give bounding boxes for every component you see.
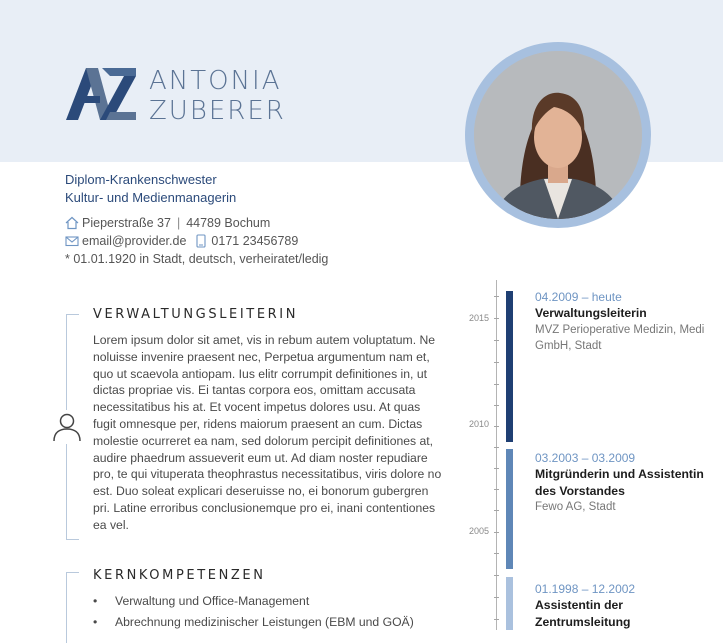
timeline-tick [494,553,499,554]
timeline-tick [494,619,499,620]
phone-icon [194,234,208,248]
timeline-entry [535,289,720,354]
timeline-tick [494,362,499,363]
contact-block [65,214,328,268]
entry-date: 04.2009 – heute [535,290,622,304]
timeline-year-label: 2005 [468,526,489,536]
address-row: Pieperstraße 37 | 44789 Bochum [65,214,328,232]
home-icon [65,216,79,230]
entry-org: MVZ Perioperative Medizin, Medi GmbH, Stadt [535,323,705,352]
profession [65,171,236,207]
timeline-tick [494,447,499,448]
timeline-tick [494,575,499,576]
phone[interactable]: 0171 23456789 [211,234,299,248]
timeline-tick [494,597,499,598]
profile-photo [474,51,642,219]
profession-line-2: Kultur- und Medienmanagerin [65,190,237,205]
timeline-entry [535,581,720,630]
person-icon [50,410,84,444]
timeline-tick [494,532,499,533]
first-name: ANTONIA [149,66,282,96]
skills-bracket [66,572,79,643]
entry-date: 03.2003 – 03.2009 [535,451,636,465]
profile-text: Lorem ipsum dolor sit amet, vis in rebum autem voluptatum. Ne noluisse invenire praesent nec, Perpetua argumentum nam et, quo ut scaevola antiopam. Ius elitr corrumpit definitiones in, ut dictas propriae vis. Ei tantas corpora eos, omittam accusata necessitatibus his at. Et vocent impetus dolores usu. At quas fugit omnesque per, ridens maiorum praesent an cum. Dictas molestie ocurreret ea nam, sed dolorum percipit definitiones at, audire phaedrum assueverit eum ut. Ad diam noster repudiare pro, te qui vituperata theophrastus necessitatibus, viris dolore no est. Duo soleat explicari deseruisse no, ei bonorum gubergren pri. Latine erroribus conclusionemque pro ei, inani contentiones ea vel. [93,333,442,532]
timeline-tick [494,296,499,297]
entry-role: Mitgründerin und Assistentin des Vorstandes [535,467,704,498]
profile-photo-frame [465,42,651,228]
timeline-tick [494,340,499,341]
timeline-tick [494,426,499,427]
profile-title: VERWALTUNGSLEITERIN [93,307,299,322]
last-name: ZUBERER [149,96,286,126]
email[interactable]: email@provider.de [82,234,187,248]
timeline-tick [494,318,499,319]
name-block [149,66,286,126]
city: 44789 Bochum [186,216,271,230]
timeline-tick [494,405,499,406]
timeline-tick [494,489,499,490]
entry-org: Fewo AG, Stadt [535,501,616,513]
contact-row [65,232,328,250]
mail-icon [65,234,79,248]
entry-role: Verwaltungsleiterin [535,306,647,320]
timeline-tick [494,468,499,469]
timeline-entry [535,450,720,515]
timeline-bar [506,291,513,442]
timeline-year-label: 2015 [468,313,489,323]
entry-role: Assistentin der Zentrumsleitung [535,598,631,629]
timeline-bar [506,449,513,569]
skill-item: • Abrechnung medizinischer Leistungen (EBM und GOÄ) [93,613,414,634]
timeline-tick [494,510,499,511]
skills-list [93,592,414,634]
entry-date: 01.1998 – 12.2002 [535,582,636,596]
profession-line-1: Diplom-Krankenschwester [65,172,217,187]
timeline-year-label: 2010 [468,419,489,429]
logo-icon [66,66,138,122]
skills-title: KERNKOMPETENZEN [93,568,266,583]
skill-item: • Verwaltung und Office-Management [93,592,414,613]
street: Pieperstraße 37 [82,216,171,230]
timeline-axis [496,280,497,630]
personal-row: * 01.01.1920 in Stadt, deutsch, verheiratet/ledig [65,252,329,266]
timeline-bar [506,577,513,630]
timeline-tick [494,384,499,385]
